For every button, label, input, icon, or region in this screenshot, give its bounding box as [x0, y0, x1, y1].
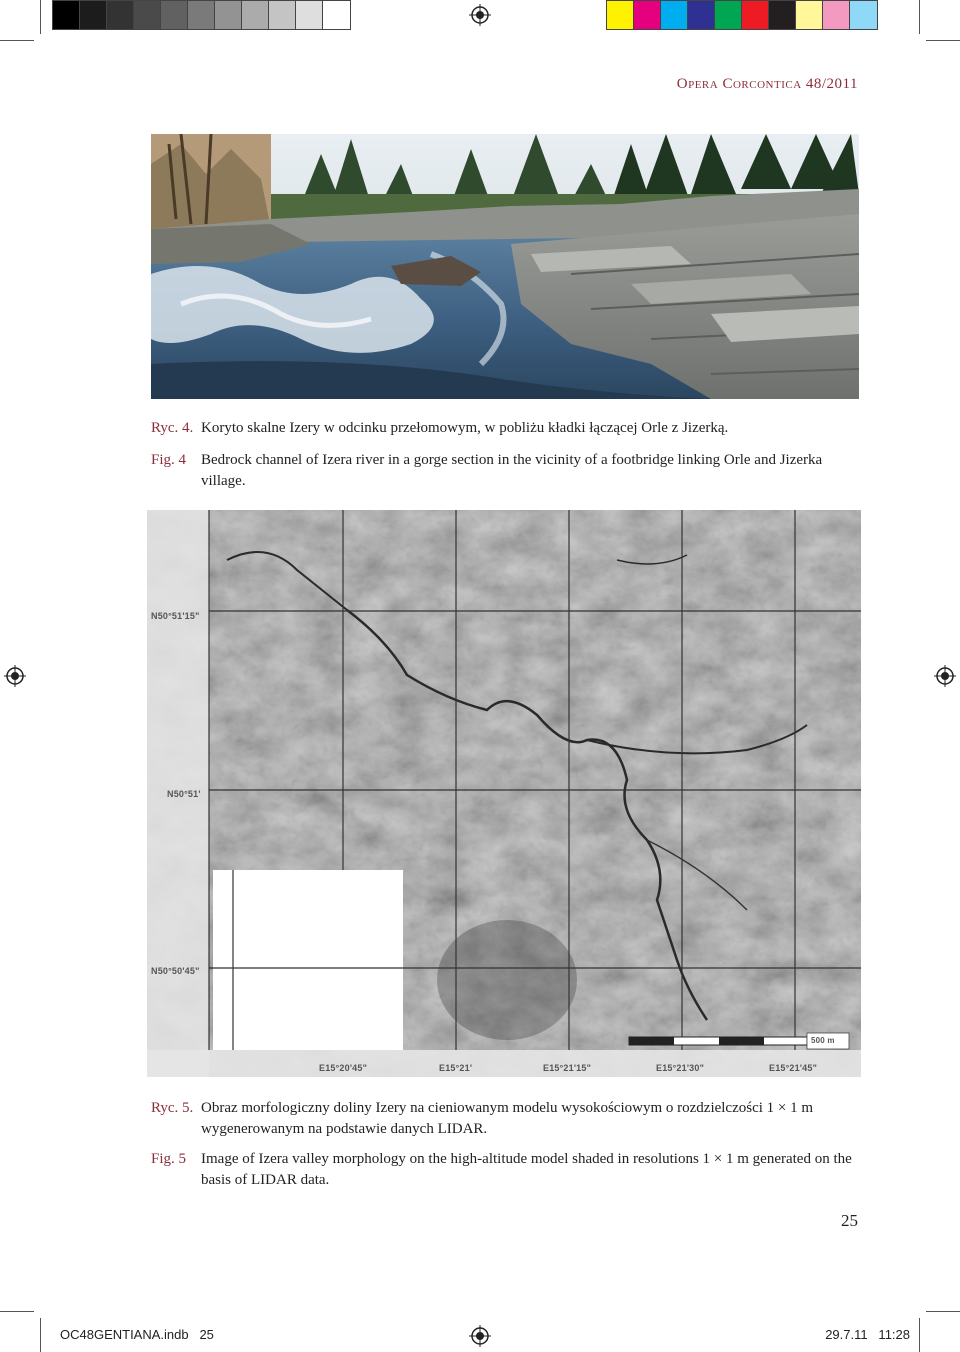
- calibration-swatch: [161, 1, 188, 29]
- scale-bar-label: 500 m: [811, 1036, 835, 1045]
- calibration-swatch: [688, 1, 715, 29]
- calibration-swatch: [796, 1, 823, 29]
- calibration-swatch: [715, 1, 742, 29]
- color-calibration-strip: [606, 0, 878, 30]
- slug-date-info: 29.7.11 11:28: [825, 1327, 910, 1342]
- calibration-swatch: [742, 1, 769, 29]
- registration-mark-icon: [4, 665, 26, 687]
- calibration-swatch: [323, 1, 350, 29]
- registration-mark-icon: [469, 1325, 491, 1347]
- latitude-label: N50°51'15": [151, 611, 200, 621]
- calibration-swatch: [107, 1, 134, 29]
- river-photo: [151, 134, 859, 399]
- slug-file-info: OC48GENTIANA.indb 25: [60, 1327, 214, 1342]
- figure-5-text-pl: Obraz morfologiczny doliny Izery na cieniowanym modelu wysokościowym o rozdzielczości 1 × 1 m wygenerowanym na podstawie danych LIDAR.: [201, 1100, 814, 1137]
- calibration-swatch: [850, 1, 877, 29]
- calibration-swatch: [269, 1, 296, 29]
- crop-mark: [919, 0, 920, 34]
- calibration-swatch: [53, 1, 80, 29]
- figure-4-label-pl: Ryc. 4.: [151, 420, 194, 436]
- running-head: Opera Corcontica 48/2011: [676, 76, 858, 92]
- calibration-swatch: [634, 1, 661, 29]
- calibration-swatch: [769, 1, 796, 29]
- figure-5-caption-en: [151, 1149, 861, 1191]
- figure-4-text-pl: Koryto skalne Izery w odcinku przełomowym, w pobliżu kładki łączącej Orle z Jizerką.: [201, 420, 729, 436]
- latitude-label: N50°50'45": [151, 966, 200, 976]
- figure-5-text-en: Image of Izera valley morphology on the high-altitude model shaded in resolutions 1 × 1 m generated on the basis of LIDAR data.: [201, 1151, 852, 1188]
- registration-mark-icon: [934, 665, 956, 687]
- calibration-swatch: [296, 1, 323, 29]
- calibration-swatch: [242, 1, 269, 29]
- figure-5-label-pl: Ryc. 5.: [151, 1100, 194, 1116]
- longitude-label: E15°20'45": [319, 1063, 368, 1073]
- calibration-swatch: [188, 1, 215, 29]
- calibration-swatch: [661, 1, 688, 29]
- calibration-swatch: [134, 1, 161, 29]
- longitude-label: E15°21'30": [656, 1063, 705, 1073]
- longitude-label: E15°21'45": [769, 1063, 818, 1073]
- crop-mark: [926, 40, 960, 41]
- gray-calibration-strip: [52, 0, 351, 30]
- crop-mark: [0, 1311, 34, 1312]
- calibration-swatch: [823, 1, 850, 29]
- figure-4-caption-pl: [151, 418, 861, 439]
- longitude-label: E15°21': [439, 1063, 473, 1073]
- figure-4-caption-en: [151, 450, 861, 492]
- crop-mark: [919, 1318, 920, 1352]
- page-number: 25: [841, 1211, 858, 1230]
- calibration-swatch: [80, 1, 107, 29]
- registration-mark-icon: [469, 4, 491, 26]
- figure-4-label-en: Fig. 4: [151, 452, 187, 468]
- figure-5-label-en: Fig. 5: [151, 1151, 187, 1167]
- crop-mark: [926, 1311, 960, 1312]
- calibration-swatch: [215, 1, 242, 29]
- calibration-swatch: [607, 1, 634, 29]
- longitude-label: E15°21'15": [543, 1063, 592, 1073]
- crop-mark: [40, 1318, 41, 1352]
- figure-4-text-en: Bedrock channel of Izera river in a gorge section in the vicinity of a footbridge linking Orle and Jizerka village.: [201, 452, 823, 489]
- crop-mark: [40, 0, 41, 34]
- lidar-shaded-relief-map: [147, 510, 861, 1077]
- crop-mark: [0, 40, 34, 41]
- figure-5-caption-pl: [151, 1098, 861, 1140]
- latitude-label: N50°51': [167, 789, 201, 799]
